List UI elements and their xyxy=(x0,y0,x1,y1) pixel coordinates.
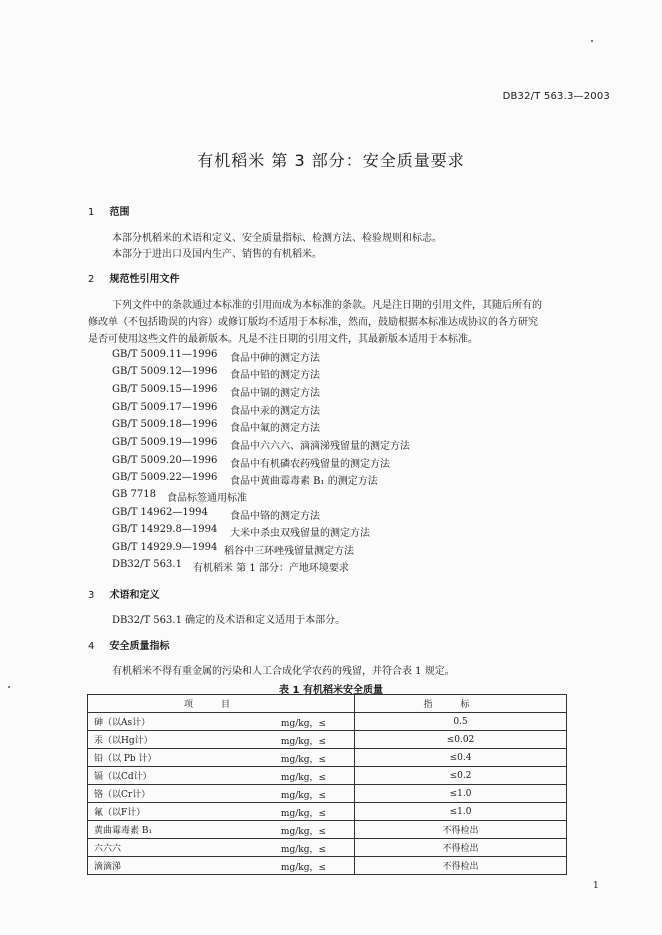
section-number: 1 xyxy=(88,207,95,218)
item-name: 镉（以Cd计） xyxy=(94,772,152,782)
reference-name: 食品中铬的测定方法 xyxy=(230,511,320,522)
value-cell: ≤0.4 xyxy=(355,749,567,767)
reference-name: 食品中汞的测定方法 xyxy=(230,406,320,417)
reference-name: 食品标签通用标准 xyxy=(167,493,247,504)
section-3-heading xyxy=(88,586,159,601)
section-title: 范围 xyxy=(109,207,130,218)
item-unit: mg/kg，≤ xyxy=(280,791,326,801)
document-code: DB32/T 563.3—2003 xyxy=(502,91,610,102)
paragraph-line: 下列文件中的条款通过本标准的引用而成为本标准的条款。凡是注日期的引用文件，其随后所有的 xyxy=(112,300,542,311)
section-1-heading xyxy=(88,203,129,218)
reference-name: 有机稻米 第 1 部分：产地环境要求 xyxy=(193,563,349,574)
reference-code: GB/T 5009.22—1996 xyxy=(112,472,218,483)
reference-code: GB/T 5009.12—1996 xyxy=(112,366,218,377)
reference-item xyxy=(112,472,378,487)
paragraph-line: 是否可使用这些文件的最新版本。凡是不注日期的引用文件，其最新版本适用于本标准。 xyxy=(88,334,478,345)
reference-item xyxy=(112,559,349,574)
table-row xyxy=(88,857,567,875)
reference-code: DB32/T 563.1 xyxy=(112,559,182,570)
item-cell xyxy=(88,821,355,839)
reference-name: 食品中镉的测定方法 xyxy=(230,388,320,399)
reference-item xyxy=(112,402,320,417)
reference-item xyxy=(112,455,390,470)
item-name: 滴滴涕 xyxy=(94,862,122,872)
reference-name: 食品中氟的测定方法 xyxy=(230,423,320,434)
reference-item xyxy=(112,419,320,434)
table-row xyxy=(88,713,567,731)
reference-item xyxy=(112,384,320,399)
item-name: 砷（以As计） xyxy=(94,718,151,728)
table-row xyxy=(88,803,567,821)
section-title: 安全质量指标 xyxy=(109,641,170,652)
paragraph-line: DB32/T 563.1 确定的及术语和定义适用于本部分。 xyxy=(112,615,346,626)
item-unit: mg/kg，≤ xyxy=(280,719,326,729)
section-title: 术语和定义 xyxy=(109,590,160,601)
item-unit: mg/kg，≤ xyxy=(280,845,326,855)
item-cell xyxy=(88,749,355,767)
reference-code: GB/T 5009.15—1996 xyxy=(112,384,218,395)
table-row xyxy=(88,767,567,785)
reference-item xyxy=(112,507,320,522)
table-row xyxy=(88,785,567,803)
reference-code: GB/T 5009.18—1996 xyxy=(112,419,218,430)
value-cell: ≤0.02 xyxy=(355,731,567,749)
table-row xyxy=(88,731,567,749)
reference-item xyxy=(112,366,320,381)
scan-speck xyxy=(591,40,593,42)
item-name: 铅（以 Pb 计） xyxy=(94,754,157,764)
value-cell: 不得检出 xyxy=(355,821,567,839)
reference-item xyxy=(112,489,247,504)
reference-code: GB/T 14962—1994 xyxy=(112,507,208,518)
reference-code: GB/T 5009.17—1996 xyxy=(112,402,218,413)
reference-name: 食品中铅的测定方法 xyxy=(230,370,320,381)
reference-code: GB/T 14929.9—1994 xyxy=(112,542,218,553)
item-cell xyxy=(88,839,355,857)
section-2-heading xyxy=(88,270,179,285)
column-header-indicator: 指标 xyxy=(355,695,567,713)
paragraph-line: 本部分机稻米的术语和定义、安全质量指标、检测方法、检验规则和标志。 xyxy=(112,233,442,244)
item-unit: mg/kg，≤ xyxy=(280,773,326,783)
scan-speck xyxy=(8,686,10,688)
paragraph-line: 有机稻米不得有重金属的污染和人工合成化学农药的残留，并符合表 1 规定。 xyxy=(112,666,455,677)
item-unit: mg/kg，≤ xyxy=(280,809,326,819)
section-number: 4 xyxy=(88,641,95,652)
table-header-row xyxy=(88,695,567,713)
page-number: 1 xyxy=(593,881,599,891)
value-cell: 0.5 xyxy=(355,713,567,731)
reference-name: 食品中六六六、滴滴涕残留量的测定方法 xyxy=(230,441,410,452)
reference-name: 稻谷中三环唑残留量测定方法 xyxy=(224,546,354,557)
item-cell xyxy=(88,767,355,785)
reference-name: 食品中黄曲霉毒素 B₁ 的测定方法 xyxy=(230,476,378,487)
reference-item xyxy=(112,437,410,452)
reference-code: GB 7718 xyxy=(112,489,156,500)
section-number: 3 xyxy=(88,590,95,601)
section-number: 2 xyxy=(88,274,95,285)
table-caption: 表 1 有机稻米安全质量 xyxy=(279,685,383,696)
reference-name: 食品中有机磷农药残留量的测定方法 xyxy=(230,459,390,470)
item-name: 铬（以Cr计） xyxy=(94,790,151,800)
value-cell: ≤1.0 xyxy=(355,785,567,803)
table-row xyxy=(88,821,567,839)
reference-code: GB/T 5009.19—1996 xyxy=(112,437,218,448)
reference-name: 大米中杀虫双残留量的测定方法 xyxy=(230,528,370,539)
value-cell: ≤1.0 xyxy=(355,803,567,821)
paragraph-line: 修改单（不包括勘误的内容）或修订版均不适用于本标准，然而，鼓励根据本标准达成协议的各方研究 xyxy=(88,317,538,328)
item-name: 汞（以Hg计） xyxy=(94,736,153,746)
item-unit: mg/kg，≤ xyxy=(280,737,326,747)
value-cell: 不得检出 xyxy=(355,857,567,875)
value-cell: 不得检出 xyxy=(355,839,567,857)
table-row xyxy=(88,749,567,767)
item-cell xyxy=(88,785,355,803)
reference-name: 食品中砷的测定方法 xyxy=(230,353,320,364)
section-4-heading xyxy=(88,637,169,652)
item-name: 六六六 xyxy=(94,844,122,854)
page-title: 有机稻米 第 3 部分：安全质量要求 xyxy=(197,151,465,170)
quality-table xyxy=(87,694,567,875)
item-name: 黄曲霉毒素 B₁ xyxy=(94,826,153,836)
reference-code: GB/T 5009.11—1996 xyxy=(112,349,218,360)
item-unit: mg/kg，≤ xyxy=(280,827,326,837)
item-cell xyxy=(88,713,355,731)
item-unit: mg/kg，≤ xyxy=(280,755,326,765)
column-header-item: 项目 xyxy=(88,695,355,713)
reference-item xyxy=(112,349,320,364)
item-cell xyxy=(88,731,355,749)
item-unit: mg/kg，≤ xyxy=(280,863,326,873)
item-cell xyxy=(88,857,355,875)
reference-code: GB/T 14929.8—1994 xyxy=(112,524,218,535)
paragraph-line: 本部分于进出口及国内生产、销售的有机稻米。 xyxy=(112,249,322,260)
reference-item xyxy=(112,524,370,539)
item-cell xyxy=(88,803,355,821)
value-cell: ≤0.2 xyxy=(355,767,567,785)
item-name: 氟（以F计） xyxy=(94,808,146,818)
table-row xyxy=(88,839,567,857)
reference-item xyxy=(112,542,354,557)
section-title: 规范性引用文件 xyxy=(109,274,180,285)
reference-code: GB/T 5009.20—1996 xyxy=(112,455,218,466)
